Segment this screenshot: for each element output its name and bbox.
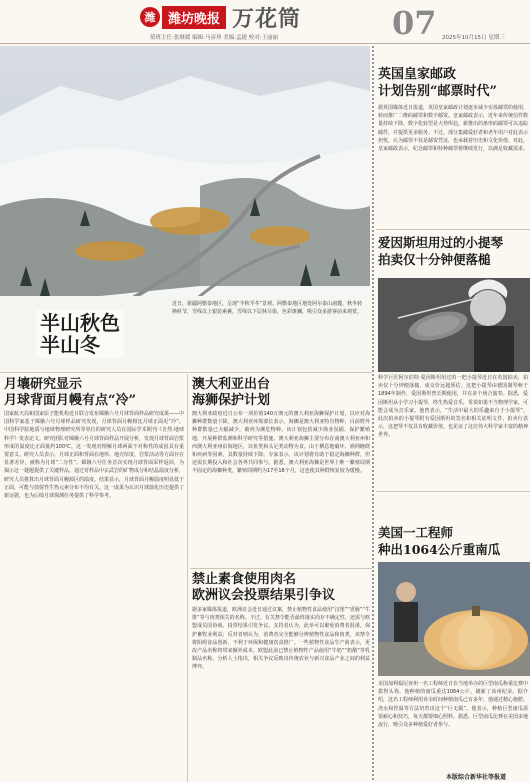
violin-image [378,278,530,372]
masthead [0,0,530,44]
dotted-divider [372,46,374,782]
australia-headline-line-1: 澳大利亚出台 [192,377,271,392]
photo-title-line-1: 半山秋色 [40,311,120,335]
section-rule [376,491,530,492]
email-body: 据英国媒体近日报道，英国皇家邮政计划逐步减少实体邮票的使用，转而推广二维码邮票和数字邮资。皇家邮政表示，近年来传统信件数量持续下降，数字化转型是大势所趋。新推出的条形码邮票可以追踪邮件，并提供更多服务。不过，部分集邮爱好者和老年用户对此表示担忧，认为邮票不仅是邮资凭证，也承载着历史和文化价值。对此，皇家邮政表示，纪念邮票和特种邮票将继续发行，以满足收藏需求。 [378,105,528,153]
einstein-violin-photo [378,278,530,372]
pumpkin-body: 美国加利福尼亚州一名工程师近日在当地举办的巨型南瓜称重比赛中拔得头筹，他种植的南瓜重达1064公斤，刷新了该州纪录。据介绍，这名工程师利用业余时间种植南瓜已有多年，他通过精心施肥、浇水和控温等方法培育出这个“巨无霸”。他表示，种植巨型南瓜需要耐心和技巧，每天都要细心照料。据悉，巨型南瓜比赛在美国多地流行，吸引众多种植爱好者参与。 [378,681,528,729]
photo-title-line-2: 半山冬 [40,333,100,357]
australia-headline [192,377,370,409]
moon-body: 国家航天局和国家原子能机构近日联合发布嫦娥六号月球背面样品研究成果——中国科学家基于嫦娥六号月球样品研究发现，月球背面月幔相比月球正面更“冷”。中国科学院地质与地球物理研究所等单位的研究人员在国际学术期刊《自然·地球科学》发表论文。研究团队对嫦娥六号月球背面样品开展分析，发现月球背面岩浆形成的温度比正面低约100℃。这一发现对理解月球两面不对称性的成因具有重要意义。研究人员表示，月球正面和背面在地形、地壳厚度、岩浆活动等方面存在显著差异，被称为月球“二分性”。嫦娥六号任务首次实现月球背面采样返回，为揭示这一谜题提供了关键样品。通过对样品中玄武岩的矿物成分和结晶温度分析，研究人员推算出月球背面月幔源区的温度。结果显示，月球背面月幔温度明显低于正面，可能与放射性生热元素分布不均有关。这一成果为认识月球演化历史提供了新证据，也为后续月球探测任务提供了科学参考。 [4,411,184,500]
email-headline-line-2: 计划告别“邮票时代” [378,84,497,99]
editors-line: 值班主任:张继媛 编辑:马彦珍 美编:孟捷 校对:王丽丽 [150,35,279,41]
ban-headline-line-1: 禁止素食使用肉名 [192,572,297,587]
australia-headline-line-2: 海狮保护计划 [192,393,271,408]
photo-caption: 近日，新疆阿勒泰地区，呈现“半秋半冬”景观。阿勒泰地区地处阿尔泰山南麓，秋冬转换时节，雪线以上银装素裹，雪线以下层林尽染，色彩斑斓，吸引众多游客前来观赏。 [172,301,363,315]
email-headline [378,66,528,100]
ban-headline [192,572,370,604]
moon-headline-line-2: 月球背面月幔有点“冷” [4,393,136,408]
photo-title [36,310,124,358]
source-note: 本版综合新华社等报道 [446,774,507,781]
brand-logo-icon: 潍 [140,7,160,27]
dateline: 2025年10月15日 星期三 [442,35,505,41]
moon-headline [4,377,184,409]
violin-headline-line-2: 拍卖仅十分钟便落槌 [378,252,491,267]
ban-headline-line-2: 欧洲议会投票结果引争议 [192,588,336,603]
pumpkin-photo [378,562,530,676]
page-number: 07 [392,4,437,42]
pumpkin-image [378,562,530,676]
column-divider [187,374,188,782]
ban-body: 据多家媒体报道，欧洲议会近日通过议案，禁止植物性食品使用“汉堡”“香肠”“牛排”等与肉类相关的名称。不过，有关禁令能否最终落实尚存不确定性，还需与欧盟成员国协商。投票结果引发争议。支持者认为，此举可以避免消费者混淆，保护畜牧业利益；反对者则认为，消费者完全能够分辨植物性食品和肉类，该禁令将阻碍食品创新，不利于环保和健康饮食推广。一些植物性食品生产商表示，更改产品名称将带来额外成本。欧盟此前已禁止植物性产品使用“牛奶”“奶酪”等乳制品名称。分析人士指出，相关争议反映出传统农业与新兴食品产业之间的利益博弈。 [192,607,370,671]
australia-body: 澳大利亚政府近日公布一项价值140万澳元的澳大利亚海狮保护计划，以应对海狮种群数量下降。澳大利亚环境部长表示，海狮是澳大利亚特有物种，目前野外种群数量已大幅减少，被列为濒危物种。该计划包括减少渔业误捕、保护繁殖地、开展种群监测和科学研究等措施。澳大利亚海狮主要分布在南澳大利亚州和西澳大利亚州沿海地区，以鱼类和头足类动物为食。由于栖息地破坏、渔网缠绕和疾病等因素，其数量持续下降。专家表示，该计划将有助于稳定海狮种群，但还需长期投入和社会各界共同参与。据悉，澳大利亚海狮是世界上唯一繁殖周期不固定的海狮种类，繁殖周期约为17至18个月，这也使其种群恢复较为缓慢。 [192,411,370,475]
section-rule [0,372,372,373]
brand-block [140,5,302,32]
section-title: 万花筒 [232,5,302,32]
moon-headline-line-1: 月壤研究显示 [4,377,83,392]
violin-headline [378,234,528,268]
header-rule [0,43,530,44]
section-rule [376,229,530,230]
email-headline-line-1: 英国皇家邮政 [378,67,457,82]
pumpkin-headline [378,524,528,558]
pumpkin-headline-line-1: 美国一工程师 [378,525,454,540]
violin-body: 科学巨匠阿尔伯特·爱因斯坦用过的一把小提琴近日在英国拍卖，拍卖仅十分钟便落槌，成交价远超预估。这把小提琴由德国制琴师于1894年制作，爱因斯坦曾长期使用，并在多个场合演奏。据悉，爱因斯坦从小学习小提琴，终生热爱音乐，常说如果不当物理学家，可能会成为音乐家。他曾表示，“生活中最大的乐趣来自于小提琴”。此次拍卖的小提琴附有爱因斯坦的签名和相关证明文件。拍卖行表示，这把琴不仅具有收藏价值，也见证了这位伟大科学家丰富的精神世界。 [378,375,528,439]
violin-headline-line-1: 爱因斯坦用过的小提琴 [378,235,504,250]
pumpkin-headline-line-2: 种出1064公斤重南瓜 [378,542,501,557]
section-rule [190,568,372,569]
brand-name: 潍坊晚报 [162,6,226,29]
